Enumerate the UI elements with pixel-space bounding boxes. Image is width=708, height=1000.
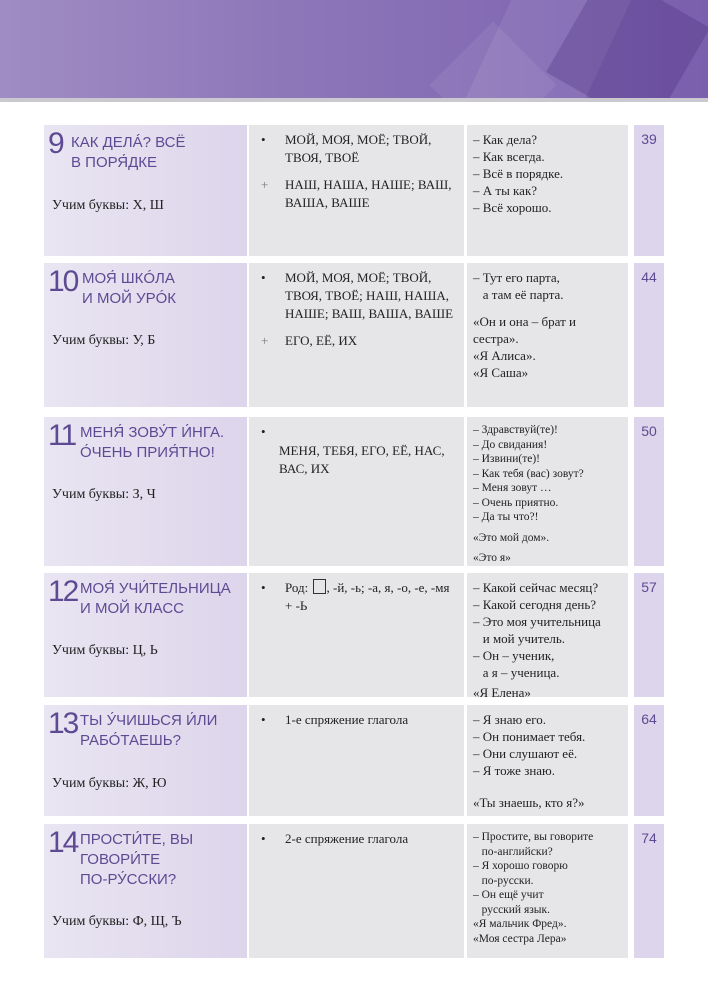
lesson-row bbox=[44, 705, 664, 816]
dialog-text: – Простите, вы говорите по-английски? – Я хорошо говорю по-русски. – Он ещё учит русский язык. «Я мальчик Фред». «Моя сестра Лера» bbox=[473, 831, 594, 945]
grammar-item: • bbox=[261, 424, 266, 439]
dialog-text: – Какой сейчас месяц? – Какой сегодня день? – Это моя учительница и мой учитель. – Он – ученик, а я – ученица. «Я Елена» bbox=[473, 580, 601, 700]
grammar-item: • 2-е спряжение глагола bbox=[261, 831, 409, 846]
grammar-cell bbox=[249, 573, 464, 697]
grammar-item: • МОЙ, МОЯ, МОЁ; ТВОЙ, ТВОЯ, ТВОЁ; НАШ, НАША, НАШЕ; ВАШ, ВАША, ВАШЕ bbox=[261, 270, 454, 321]
letters-label: Учим буквы: З, Ч bbox=[52, 487, 156, 502]
lesson-title-cell bbox=[44, 824, 247, 958]
grammar-item: МЕНЯ, ТЕБЯ, ЕГО, ЕЁ, НАС, ВАС, ИХ bbox=[279, 443, 445, 476]
grammar-item: + ЕГО, ЕЁ, ИХ bbox=[261, 333, 358, 348]
grammar-item: • 1-е спряжение глагола bbox=[261, 712, 409, 727]
grammar-cell bbox=[249, 125, 464, 256]
page-number[interactable]: 44 bbox=[641, 269, 657, 285]
grammar-item: + НАШ, НАША, НАШЕ; ВАШ, ВАША, ВАШЕ bbox=[261, 177, 452, 210]
lesson-title-cell bbox=[44, 705, 247, 816]
header-banner bbox=[0, 0, 708, 98]
dialog-cell bbox=[467, 125, 628, 256]
page-number[interactable]: 64 bbox=[641, 711, 657, 727]
page-number-cell[interactable] bbox=[634, 125, 664, 256]
grammar-cell bbox=[249, 705, 464, 816]
grammar-cell bbox=[249, 263, 464, 407]
dialog-cell bbox=[467, 263, 628, 407]
lesson-title-cell bbox=[44, 417, 247, 566]
lesson-number: 14 bbox=[48, 826, 78, 859]
letters-label: Учим буквы: Х, Ш bbox=[52, 198, 164, 213]
lesson-row bbox=[44, 573, 664, 700]
empty-box-icon bbox=[313, 579, 326, 594]
lesson-number: 9 bbox=[48, 127, 63, 160]
lesson-number: 12 bbox=[48, 575, 78, 608]
page-number[interactable]: 74 bbox=[641, 830, 657, 846]
grammar-cell bbox=[249, 417, 464, 566]
lesson-title: КАК ДЕЛÁ? ВСЁ В ПОРЯ́ДКЕ bbox=[71, 134, 186, 171]
page-number[interactable]: 39 bbox=[641, 131, 657, 147]
page-number-cell[interactable] bbox=[634, 705, 664, 816]
dialog-text: – Тут его парта, а там её парта. «Он и она – брат и сестра». «Я Алиса». «Я Саша» bbox=[473, 270, 576, 380]
dialog-text: – Как дела? – Как всегда. – Всё в порядке. – А ты как? – Всё хорошо. bbox=[473, 132, 564, 215]
lesson-row bbox=[44, 824, 664, 958]
lesson-title-cell bbox=[44, 263, 247, 407]
lesson-title-cell bbox=[44, 573, 247, 697]
page-number-cell[interactable] bbox=[634, 824, 664, 958]
letters-label: Учим буквы: У, Б bbox=[52, 333, 156, 348]
dialog-text: – Здравствуй(те)! – До свидания! – Извини(те)! – Как тебя (вас) зовут? – Меня зовут … – Очень приятно. – Да ты что?! «Это мой дом». «Это я» bbox=[473, 424, 584, 564]
grammar-item: • Род: , -й, -ь; -а, я, -о, -е, -мя + -Ь bbox=[261, 580, 450, 613]
page-number[interactable]: 50 bbox=[641, 423, 657, 439]
lesson-title: ПРОСТИ́ТЕ, ВЫ ГОВОРИ́ТЕ ПО-РУ́ССКИ? bbox=[80, 831, 194, 888]
letters-label: Учим буквы: Ц, Ь bbox=[52, 643, 158, 658]
lesson-title: МОЯ́ УЧИ́ТЕЛЬНИЦА И МОЙ КЛАСС bbox=[80, 580, 231, 617]
lesson-title: МЕНЯ́ ЗОВУ́Т И́НГА. О́ЧЕНЬ ПРИЯ́ТНО! bbox=[80, 424, 225, 461]
dialog-cell bbox=[467, 417, 628, 566]
lesson-number: 13 bbox=[48, 707, 78, 740]
dialog-cell bbox=[467, 824, 628, 958]
lesson-title-cell bbox=[44, 125, 247, 256]
letters-label: Учим буквы: Ж, Ю bbox=[52, 776, 167, 791]
dialog-text: – Я знаю его. – Он понимает тебя. – Они слушают её. – Я тоже знаю. «Ты знаешь, кто я?» bbox=[473, 712, 586, 810]
lesson-number: 11 bbox=[48, 419, 76, 452]
lesson-title: ТЫ У́ЧИШЬСЯ И́ЛИ РАБО́ТАЕШЬ? bbox=[80, 712, 218, 749]
page-number[interactable]: 57 bbox=[641, 579, 657, 595]
header-divider bbox=[0, 98, 708, 102]
dialog-cell bbox=[467, 573, 628, 700]
lesson-row bbox=[44, 125, 664, 256]
lesson-row bbox=[44, 263, 664, 407]
grammar-item: • МОЙ, МОЯ, МОЁ; ТВОЙ, ТВОЯ, ТВОЁ bbox=[261, 132, 432, 165]
page-number-cell[interactable] bbox=[634, 573, 664, 697]
letters-label: Учим буквы: Ф, Щ, Ъ bbox=[52, 914, 182, 929]
page-number-cell[interactable] bbox=[634, 263, 664, 407]
page-number-cell[interactable] bbox=[634, 417, 664, 566]
grammar-cell bbox=[249, 824, 464, 958]
lesson-title: МОЯ́ ШКÓЛА И МОЙ УРÓК bbox=[82, 270, 176, 307]
dialog-cell bbox=[467, 705, 628, 816]
lesson-row bbox=[44, 417, 664, 566]
lesson-number: 10 bbox=[48, 265, 78, 298]
